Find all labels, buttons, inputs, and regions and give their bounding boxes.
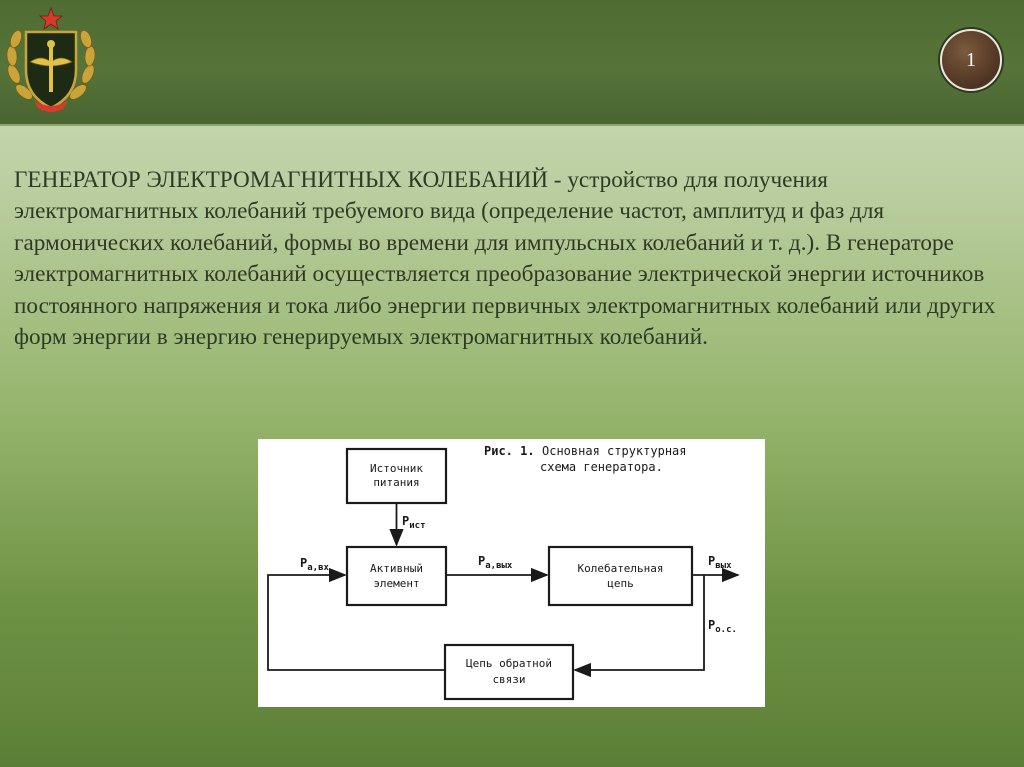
- generator-diagram: [258, 439, 765, 707]
- arrow-to-feedback: [575, 575, 704, 670]
- label-p-source: $P_{ист}$: [402, 514, 426, 531]
- label-p-feedback: $P_{о.с.}$: [708, 618, 737, 635]
- feedback-circuit-block: [445, 645, 573, 699]
- caption-number: Рис. 1.: [484, 444, 535, 458]
- definition-term: ГЕНЕРАТОР ЭЛЕКТРОМАГНИТНЫХ КОЛЕБАНИЙ: [14, 167, 548, 193]
- active-element-block: [347, 547, 446, 605]
- feedback-circuit-label-2: связи: [492, 673, 526, 686]
- definition-paragraph: [14, 165, 1004, 353]
- oscillating-circuit-label-1: Колебательная: [577, 562, 664, 575]
- slide-header: [0, 0, 1024, 126]
- power-source-label-1: Источник: [370, 462, 423, 475]
- oscillating-circuit-label-2: цепь: [607, 577, 634, 590]
- page-number-badge: [940, 29, 1002, 91]
- page-number: 1: [966, 48, 976, 71]
- military-emblem-icon: [4, 4, 98, 118]
- power-source-label-2: питания: [373, 476, 420, 489]
- label-p-out: $P_{вых}$: [708, 554, 732, 571]
- label-p-in: $P_{а,вх}$: [300, 556, 329, 573]
- definition-text: - устройство для получения электромагнитных колебаний требуемого вида (определение частот, амплитуд и фаз для гармонических колебаний, формы во времени для импульсных колебаний и т. д.). В генераторе электромагнитных колебаний осуществляется преобразование электрической энергии источников постоянного напряжения и тока либо энергии первичных электромагнитных колебаний или других форм энергии в энергию генерируемых электромагнитных колебаний.: [14, 167, 996, 351]
- caption-line-2: схема генератора.: [540, 460, 663, 474]
- active-element-label-2: элемент: [373, 577, 420, 590]
- block-diagram-svg: [258, 439, 765, 707]
- oscillating-circuit-block: [549, 547, 692, 605]
- feedback-circuit-label-1: Цепь обратной: [465, 657, 553, 670]
- active-element-label-1: Активный: [370, 562, 423, 575]
- caption-line-1: Основная структурная: [542, 444, 687, 458]
- label-p-active-out: $P_{а,вых}$: [478, 554, 513, 571]
